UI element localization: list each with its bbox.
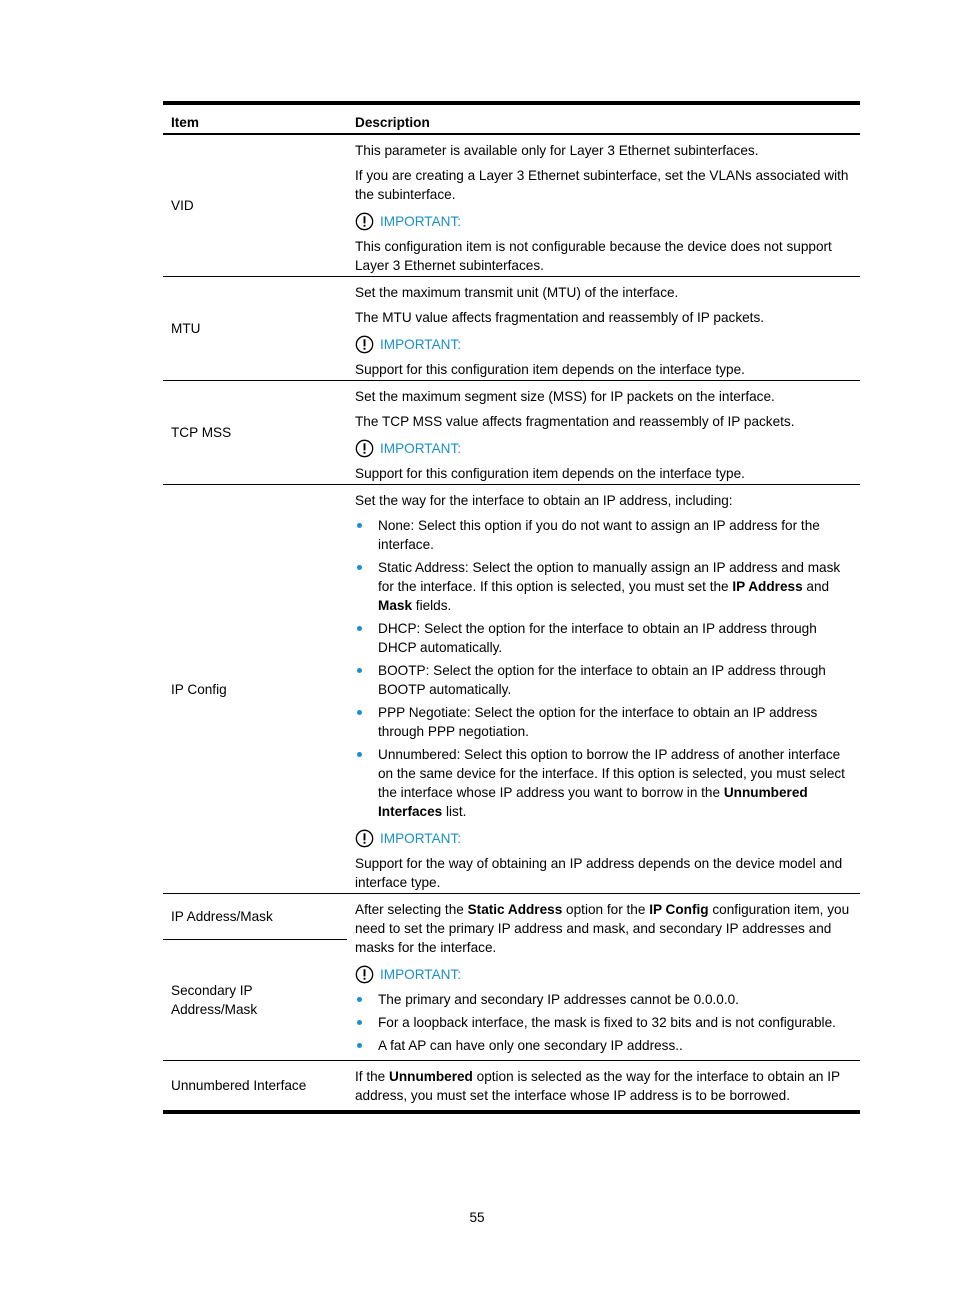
description-mtu (347, 277, 860, 381)
table-row (163, 485, 860, 894)
description-ip-address (347, 894, 860, 1061)
mtu-note: Support for this configuration item depends on the interface type. (355, 362, 745, 377)
bold-term: Unnumbered (389, 1069, 473, 1084)
list-item (355, 990, 852, 1009)
bullet-dot-icon (357, 997, 362, 1002)
mtu-para-1: Set the maximum transmit unit (MTU) of the interface. (355, 285, 679, 300)
item-ip-address-mask: IP Address/Mask (163, 894, 347, 940)
bold-term: Unnumbered Interfaces (378, 785, 808, 819)
list-item (355, 619, 852, 657)
important-label: IMPORTANT: (380, 336, 462, 352)
description-ip-config (347, 485, 860, 894)
item-mtu: MTU (163, 277, 347, 381)
important-callout (355, 437, 852, 459)
list-item (355, 745, 852, 821)
important-label: IMPORTANT: (380, 830, 462, 846)
description-tcp-mss (347, 381, 860, 485)
bold-term: IP Address (732, 579, 803, 594)
exclamation-circle-icon (355, 829, 374, 848)
important-label: IMPORTANT: (380, 966, 462, 982)
vid-note: This configuration item is not configurable because the device does not support Layer 3 Ethernet subinterfaces. (355, 239, 832, 273)
page-number: 55 (469, 1210, 485, 1225)
bullet-dot-icon (357, 1043, 362, 1048)
text-fragment: and (802, 579, 830, 594)
header-description: Description (347, 103, 860, 134)
ip-address-note-3: A fat AP can have only one secondary IP address.. (378, 1038, 683, 1053)
bold-term: IP Config (649, 902, 709, 917)
ip-config-option-ppp: PPP Negotiate: Select the option for the interface to obtain an IP address through PPP negotiation. (378, 705, 818, 739)
text-fragment: option for the (562, 902, 650, 917)
ip-config-option-bootp: BOOTP: Select the option for the interface to obtain an IP address through BOOTP automatically. (378, 663, 826, 697)
exclamation-circle-icon (355, 439, 374, 458)
tcp-mss-para-2: The TCP MSS value affects fragmentation and reassembly of IP packets. (355, 414, 795, 429)
list-item (355, 661, 852, 699)
ip-config-option-none: None: Select this option if you do not want to assign an IP address for the interface. (378, 518, 820, 552)
description-vid (347, 134, 860, 277)
important-callout (355, 210, 852, 232)
table-header-row (163, 103, 860, 134)
bold-term: Mask (378, 598, 413, 613)
bullet-dot-icon (357, 565, 362, 570)
text-fragment: If the (355, 1069, 390, 1084)
mtu-para-2: The MTU value affects fragmentation and reassembly of IP packets. (355, 310, 765, 325)
item-ip-config: IP Config (163, 485, 347, 894)
description-unnumbered (347, 1061, 860, 1113)
important-callout (355, 963, 852, 985)
bullet-dot-icon (357, 523, 362, 528)
bold-term: Static Address (467, 902, 563, 917)
ip-config-options-list (355, 516, 852, 821)
text-fragment: option is selected as the way for the interface to obtain an IP address, you must set the interface whose IP address is to be borrowed. (355, 1069, 840, 1103)
list-item (355, 1036, 852, 1055)
vid-para-1: This parameter is available only for Layer 3 Ethernet subinterfaces. (355, 143, 759, 158)
ip-config-option-dhcp: DHCP: Select the option for the interface to obtain an IP address through DHCP automatically. (378, 621, 817, 655)
parameter-table (163, 101, 860, 1114)
ip-address-para (355, 900, 852, 957)
ip-config-option-unnumbered: Unnumbered: Select this option to borrow the IP address of another interface on the same device for the interface. If this option is selected, you must select the interface whose IP address you want to borrow in the (378, 747, 845, 800)
list-item (355, 703, 852, 741)
list-item (355, 516, 852, 554)
table-row (163, 1061, 860, 1113)
bullet-dot-icon (357, 626, 362, 631)
text-fragment: After selecting the (355, 902, 468, 917)
important-label: IMPORTANT: (380, 440, 462, 456)
list-item (355, 558, 852, 615)
exclamation-circle-icon (355, 212, 374, 231)
important-label: IMPORTANT: (380, 213, 462, 229)
ip-config-option-static: Static Address: Select the option to manually assign an IP address and mask for the interface. If this option is selected, you must set the (378, 560, 841, 594)
vid-para-2: If you are creating a Layer 3 Ethernet subinterface, set the VLANs associated with the subinterface. (355, 168, 849, 202)
item-unnumbered-interface: Unnumbered Interface (163, 1061, 347, 1113)
important-callout (355, 827, 852, 849)
exclamation-circle-icon (355, 965, 374, 984)
item-secondary-ip-address-mask: Secondary IP Address/Mask (163, 940, 347, 1061)
ip-config-intro: Set the way for the interface to obtain an IP address, including: (355, 493, 733, 508)
ip-address-note-2: For a loopback interface, the mask is fixed to 32 bits and is not configurable. (378, 1015, 836, 1030)
list-item (355, 1013, 852, 1032)
important-callout (355, 333, 852, 355)
item-tcp-mss: TCP MSS (163, 381, 347, 485)
unnumbered-para (355, 1067, 852, 1105)
exclamation-circle-icon (355, 335, 374, 354)
table-row (163, 894, 860, 940)
bullet-dot-icon (357, 668, 362, 673)
table-row (163, 277, 860, 381)
bullet-dot-icon (357, 1020, 362, 1025)
table-row (163, 381, 860, 485)
item-vid: VID (163, 134, 347, 277)
tcp-mss-note: Support for this configuration item depends on the interface type. (355, 466, 745, 481)
text-fragment: list. (442, 804, 467, 819)
text-fragment: configuration item, you need to set the primary IP address and mask, and secondary IP addresses and masks for the interface. (355, 902, 850, 955)
tcp-mss-para-1: Set the maximum segment size (MSS) for IP packets on the interface. (355, 389, 775, 404)
ip-address-note-1: The primary and secondary IP addresses cannot be 0.0.0.0. (378, 992, 739, 1007)
text-fragment: fields. (412, 598, 452, 613)
bullet-dot-icon (357, 710, 362, 715)
header-item: Item (163, 103, 347, 134)
ip-config-note: Support for the way of obtaining an IP address depends on the device model and interface type. (355, 856, 843, 890)
table-row (163, 134, 860, 277)
bullet-dot-icon (357, 752, 362, 757)
ip-address-notes-list (355, 990, 852, 1055)
